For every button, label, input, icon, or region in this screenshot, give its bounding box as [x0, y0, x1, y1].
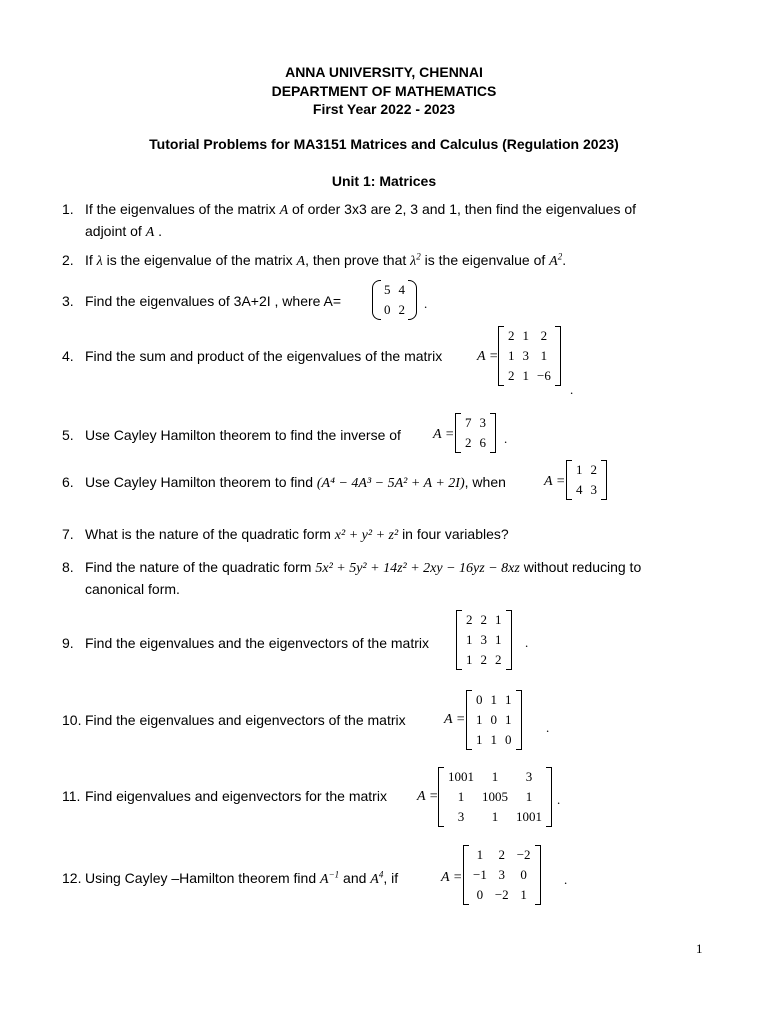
problem-number: 5. [62, 427, 74, 443]
math-expression: x² + y² + z² [334, 528, 399, 543]
problem-text: adjoint of [85, 223, 142, 239]
problem-8 [62, 557, 708, 601]
matrix-problem-6: 1 2 4 3 [566, 460, 607, 500]
matrix-label: A = [433, 427, 455, 442]
punctuation: . [570, 382, 574, 397]
problem-text: and [343, 870, 367, 886]
matrix-problem-12: 1 2 −2 −1 3 0 0 −2 1 [463, 845, 541, 905]
problem-1 [62, 199, 708, 243]
matrix-label: A = [417, 789, 439, 804]
problem-text: , when [464, 474, 506, 490]
math-symbol: $A^4$ [370, 869, 384, 887]
punctuation: . [546, 720, 550, 735]
problem-number: 3. [62, 293, 74, 309]
problem-text: , if [383, 870, 399, 886]
header-course: Tutorial Problems for MA3151 Matrices and Calculus (Regulation 2023) [149, 136, 619, 152]
math-symbol: A [145, 225, 155, 240]
problem-text: is the eigenvalue of [424, 252, 546, 268]
problem-text: Find the eigenvalues and the eigenvectors of the matrix [85, 635, 429, 651]
matrix-label: A = [544, 474, 566, 489]
header-university: ANNA UNIVERSITY, CHENNAI [285, 64, 483, 80]
problem-number: 4. [62, 348, 74, 364]
problem-text: Use Cayley Hamilton theorem to find the inverse of [85, 427, 401, 443]
problem-number: 10. [62, 712, 82, 728]
matrix-problem-10: 0 1 1 1 0 1 1 1 0 [466, 690, 522, 750]
math-expression: 5x² + 5y² + 14z² + 2xy − 16yz − 8xz [315, 561, 520, 576]
problem-11 [62, 786, 708, 808]
math-symbol: A [296, 254, 306, 269]
problem-12 [62, 868, 708, 890]
matrix-label: A = [477, 349, 499, 364]
problem-text: in four variables? [402, 526, 509, 542]
math-symbol: $\lambda^2$ [410, 251, 421, 269]
matrix-problem-11: 1001 1 3 1 1005 1 3 1 1001 [438, 767, 552, 827]
problem-text: Find the eigenvalues and eigenvectors of the matrix [85, 712, 406, 728]
problem-number: 6. [62, 474, 74, 490]
matrix-problem-5: 7 3 2 6 [455, 413, 496, 453]
matrix-label: A = [444, 712, 466, 727]
problem-number: 7. [62, 526, 74, 542]
math-symbol: λ [96, 254, 103, 269]
problem-number: 1. [62, 201, 74, 217]
problem-text: . [562, 252, 567, 268]
math-symbol: A [279, 203, 289, 218]
page-number: 1 [696, 941, 703, 956]
problem-9 [62, 633, 708, 655]
problem-number: 8. [62, 559, 74, 575]
header-unit: Unit 1: Matrices [331, 173, 437, 189]
matrix-label: A = [441, 870, 463, 885]
problem-number: 12. [62, 870, 82, 886]
header-year: First Year 2022 - 2023 [312, 101, 456, 117]
problem-text: . [158, 223, 163, 239]
header-department: DEPARTMENT OF MATHEMATICS [271, 83, 497, 99]
math-symbol: $A^2$ [549, 251, 563, 269]
punctuation: . [564, 872, 568, 887]
problem-number: 9. [62, 635, 74, 651]
problem-6 [62, 472, 708, 494]
problem-text: Use Cayley Hamilton theorem to find [85, 474, 313, 490]
problem-text: What is the nature of the quadratic form [85, 526, 331, 542]
problem-text: is the eigenvalue of the matrix [106, 252, 293, 268]
problem-text: If the eigenvalues of the matrix [85, 201, 276, 217]
problem-text: without reducing to [523, 559, 642, 575]
problem-10 [62, 710, 708, 732]
problem-text: Find eigenvalues and eigenvectors for the matrix [85, 788, 387, 804]
problem-text: If [85, 252, 93, 268]
math-symbol: $A^{-1}$ [320, 869, 340, 887]
problem-text: Find the nature of the quadratic form [85, 559, 312, 575]
problem-text: Find the eigenvalues of 3A+2I , where A= [85, 293, 342, 309]
problem-text: , then prove that [305, 252, 407, 268]
problem-number: 2. [62, 252, 74, 268]
problem-2 [62, 250, 708, 272]
matrix-problem-4: 2 1 2 1 3 1 2 1 −6 [498, 326, 561, 386]
math-expression: (A⁴ − 4A³ − 5A² + A + 2I) [316, 476, 465, 491]
problem-text: canonical form. [85, 581, 180, 597]
punctuation: . [557, 792, 561, 807]
matrix-problem-3: 5 4 0 2 [372, 280, 417, 320]
matrix-problem-9: 2 2 1 1 3 1 1 2 2 [456, 610, 512, 670]
problem-5 [62, 425, 708, 447]
problem-text: Find the sum and product of the eigenvalues of the matrix [85, 348, 443, 364]
problem-text: of order 3x3 are 2, 3 and 1, then find the eigenvalues of [292, 201, 637, 217]
punctuation: . [424, 296, 428, 311]
problem-4 [62, 346, 708, 368]
problem-text: Using Cayley –Hamilton theorem find [85, 870, 317, 886]
punctuation: . [504, 431, 508, 446]
problem-number: 11. [62, 788, 81, 804]
punctuation: . [525, 635, 529, 650]
problem-7 [62, 524, 708, 546]
